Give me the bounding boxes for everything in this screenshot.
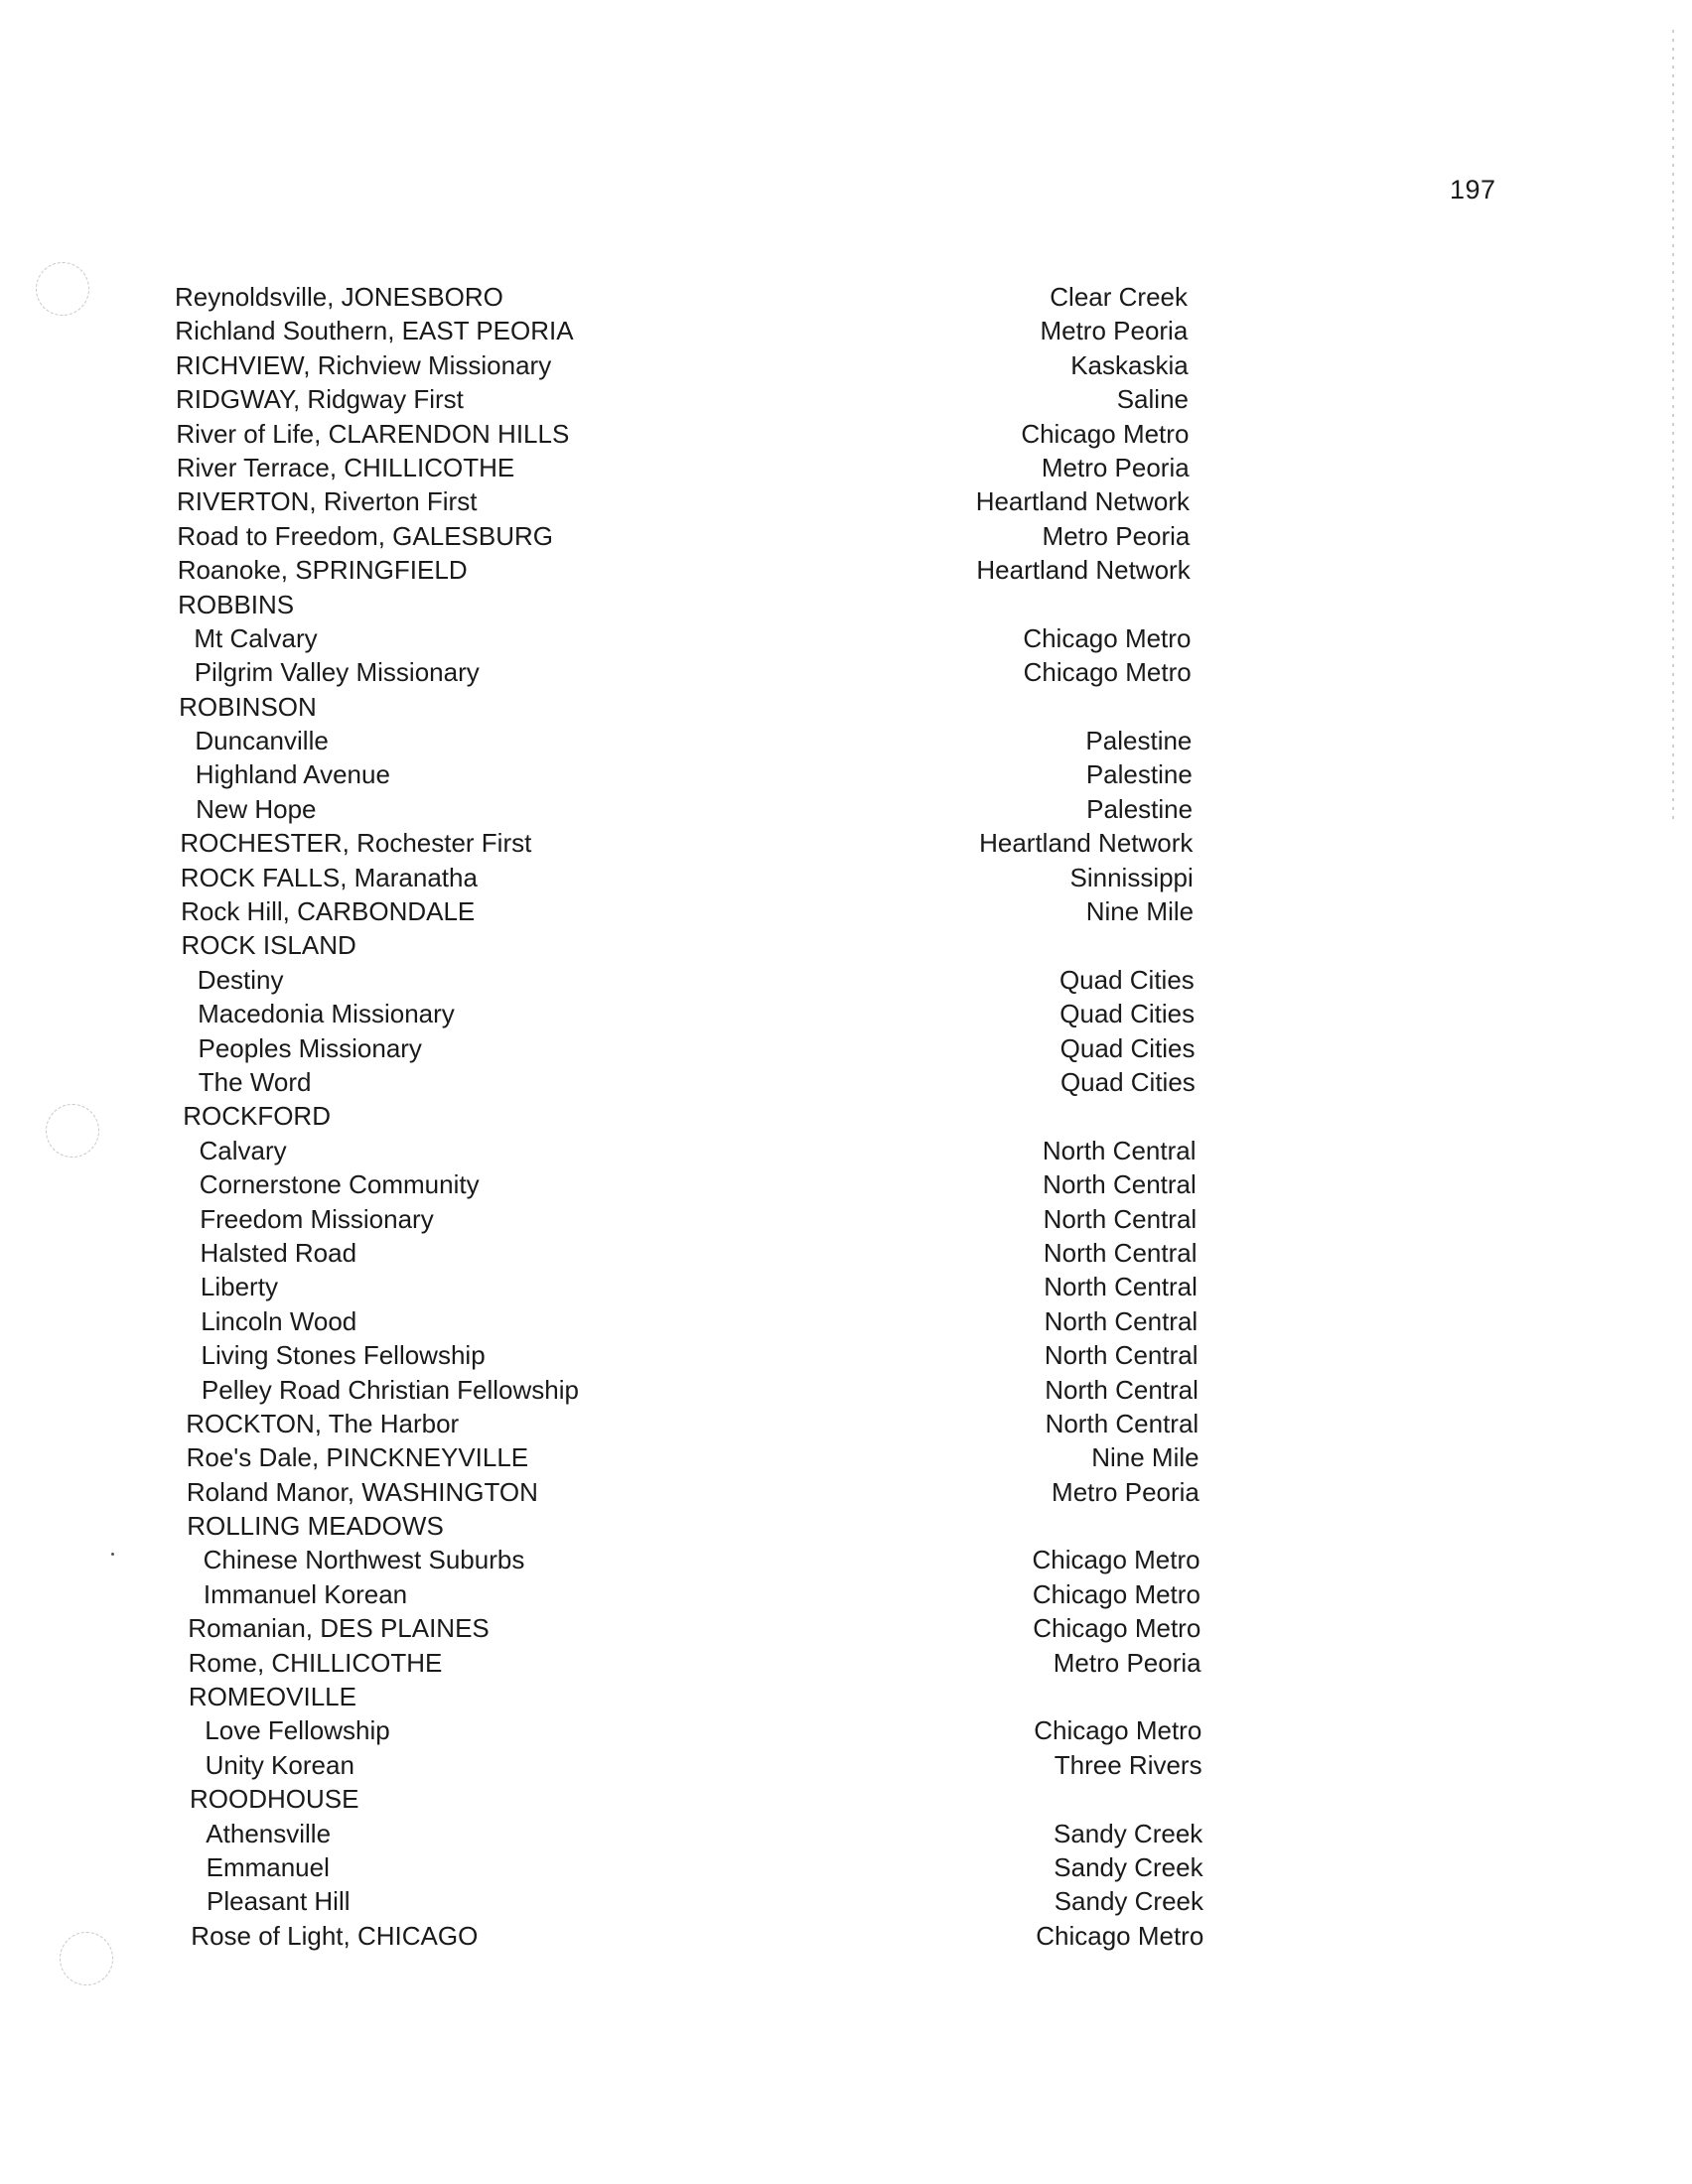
association-name: Chicago Metro bbox=[1036, 1920, 1204, 1951]
city-entry bbox=[182, 928, 1195, 962]
hole-punch-mark bbox=[60, 1932, 113, 1985]
church-name: Rock Hill, CARBONDALE bbox=[181, 896, 476, 927]
church-name: Reynoldsville, JONESBORO bbox=[175, 282, 503, 312]
church-entry bbox=[182, 997, 1195, 1030]
association-name: Sandy Creek bbox=[1054, 1851, 1203, 1882]
church-entry bbox=[185, 1304, 1198, 1338]
church-entry bbox=[182, 963, 1195, 997]
scan-speck bbox=[111, 1553, 114, 1556]
church-name: Macedonia Missionary bbox=[198, 999, 455, 1029]
church-name: ROLLING MEADOWS bbox=[187, 1511, 444, 1542]
association-name: Saline bbox=[1116, 384, 1189, 415]
church-name: ROCK ISLAND bbox=[181, 930, 356, 961]
church-name: Mt Calvary bbox=[194, 622, 318, 653]
city-entry bbox=[187, 1440, 1199, 1474]
church-name: Duncanville bbox=[195, 726, 329, 756]
church-entry bbox=[184, 1134, 1197, 1167]
association-name: North Central bbox=[1044, 1340, 1198, 1371]
association-name: Nine Mile bbox=[1085, 896, 1195, 927]
association-name: North Central bbox=[1045, 1408, 1199, 1438]
association-name: Quad Cities bbox=[1058, 964, 1195, 995]
church-name: RIDGWAY, Ridgway First bbox=[176, 384, 464, 415]
association-name: Metro Peoria bbox=[1041, 452, 1190, 482]
association-name: Chicago Metro bbox=[1023, 657, 1192, 688]
association-name: North Central bbox=[1045, 1374, 1198, 1405]
city-entry bbox=[175, 314, 1188, 347]
association-name: Heartland Network bbox=[975, 486, 1190, 517]
church-name: RIVERTON, Riverton First bbox=[177, 486, 478, 517]
city-entry bbox=[189, 1646, 1201, 1680]
church-name: RICHVIEW, Richview Missionary bbox=[175, 349, 552, 380]
church-entry bbox=[180, 757, 1193, 791]
church-name: Emmanuel bbox=[206, 1851, 330, 1882]
church-name: Roanoke, SPRINGFIELD bbox=[177, 555, 468, 586]
association-name: North Central bbox=[1043, 1169, 1197, 1200]
church-name: Roland Manor, WASHINGTON bbox=[186, 1476, 538, 1507]
church-name: ROBINSON bbox=[179, 691, 317, 722]
hole-punch-mark bbox=[46, 1104, 99, 1158]
church-name: Highland Avenue bbox=[195, 759, 390, 790]
city-entry bbox=[181, 861, 1194, 894]
church-entry bbox=[179, 724, 1192, 757]
city-entry bbox=[187, 1475, 1199, 1509]
church-name: Richland Southern, EAST PEORIA bbox=[175, 316, 574, 346]
association-name: Chicago Metro bbox=[1023, 622, 1192, 653]
association-name: North Central bbox=[1042, 1135, 1197, 1165]
church-name: ROODHOUSE bbox=[190, 1784, 359, 1815]
church-name: Peoples Missionary bbox=[198, 1032, 422, 1063]
association-name: North Central bbox=[1043, 1203, 1198, 1234]
city-entry bbox=[181, 894, 1194, 928]
church-entry bbox=[180, 792, 1193, 826]
church-name: Romanian, DES PLAINES bbox=[188, 1613, 490, 1644]
city-entry bbox=[191, 1919, 1203, 1953]
church-entry bbox=[185, 1236, 1198, 1270]
church-name: Rome, CHILLICOTHE bbox=[188, 1647, 443, 1678]
church-entry bbox=[185, 1270, 1198, 1303]
church-name: Liberty bbox=[200, 1272, 278, 1302]
church-name: River Terrace, CHILLICOTHE bbox=[176, 452, 515, 482]
church-entry bbox=[184, 1167, 1197, 1201]
church-entry bbox=[183, 1065, 1196, 1099]
association-name: Chicago Metro bbox=[1032, 1578, 1200, 1609]
association-name: Quad Cities bbox=[1059, 1066, 1196, 1097]
association-name: Clear Creek bbox=[1050, 282, 1188, 312]
association-name: Metro Peoria bbox=[1052, 1476, 1199, 1507]
church-name: ROBBINS bbox=[178, 589, 295, 619]
association-name: North Central bbox=[1044, 1272, 1198, 1302]
church-name: Calvary bbox=[199, 1135, 287, 1165]
association-name: Nine Mile bbox=[1091, 1442, 1199, 1473]
association-name: Palestine bbox=[1086, 793, 1194, 824]
city-entry bbox=[178, 553, 1191, 587]
church-entry bbox=[191, 1850, 1203, 1884]
association-name: North Central bbox=[1044, 1305, 1198, 1336]
association-name: Chicago Metro bbox=[1021, 418, 1190, 449]
church-name: Road to Freedom, GALESBURG bbox=[177, 520, 554, 551]
page-number: 197 bbox=[1450, 175, 1496, 205]
church-name: The Word bbox=[198, 1066, 312, 1097]
city-entry bbox=[177, 451, 1190, 484]
city-entry bbox=[176, 348, 1189, 382]
church-name: Freedom Missionary bbox=[200, 1203, 434, 1234]
city-entry bbox=[187, 1509, 1199, 1543]
city-entry bbox=[177, 484, 1190, 518]
association-name: Chicago Metro bbox=[1033, 1613, 1201, 1644]
city-entry bbox=[189, 1680, 1201, 1713]
church-entry bbox=[189, 1713, 1201, 1747]
church-name: Roe's Dale, PINCKNEYVILLE bbox=[186, 1442, 529, 1473]
city-entry bbox=[175, 280, 1188, 314]
church-entry bbox=[188, 1543, 1200, 1576]
association-name: Chicago Metro bbox=[1032, 1545, 1200, 1575]
church-entry bbox=[190, 1817, 1202, 1850]
city-entry bbox=[183, 1099, 1196, 1133]
church-name: Destiny bbox=[197, 964, 284, 995]
city-entry bbox=[179, 690, 1192, 724]
city-entry bbox=[178, 588, 1191, 621]
church-entry bbox=[178, 621, 1191, 655]
association-name: Sinnissippi bbox=[1069, 862, 1194, 892]
church-name: Living Stones Fellowship bbox=[201, 1340, 486, 1371]
association-name: Palestine bbox=[1085, 726, 1193, 756]
church-name: ROCKFORD bbox=[183, 1101, 331, 1132]
church-entry bbox=[190, 1748, 1202, 1782]
church-name: Pilgrim Valley Missionary bbox=[194, 657, 480, 688]
city-entry bbox=[180, 826, 1193, 860]
church-entry bbox=[186, 1373, 1198, 1407]
church-name: Halsted Road bbox=[200, 1237, 357, 1268]
scan-edge-artifact bbox=[1672, 30, 1674, 824]
city-entry bbox=[176, 417, 1189, 451]
city-entry bbox=[177, 519, 1190, 553]
association-name: Sandy Creek bbox=[1054, 1886, 1203, 1917]
church-list bbox=[175, 280, 1204, 1953]
church-name: Chinese Northwest Suburbs bbox=[203, 1545, 525, 1575]
association-name: Metro Peoria bbox=[1040, 316, 1189, 346]
church-name: Cornerstone Community bbox=[199, 1169, 480, 1200]
church-name: ROCHESTER, Rochester First bbox=[180, 828, 532, 859]
church-name: ROCKTON, The Harbor bbox=[186, 1408, 460, 1438]
association-name: Chicago Metro bbox=[1034, 1715, 1202, 1746]
association-name: Sandy Creek bbox=[1053, 1818, 1203, 1848]
church-name: Unity Korean bbox=[205, 1749, 354, 1780]
hole-punch-mark bbox=[36, 262, 89, 316]
association-name: Quad Cities bbox=[1059, 999, 1196, 1029]
city-entry bbox=[188, 1611, 1200, 1645]
association-name: Heartland Network bbox=[976, 555, 1191, 586]
association-name: Heartland Network bbox=[979, 828, 1194, 859]
church-name: Pelley Road Christian Fellowship bbox=[201, 1374, 579, 1405]
association-name: Quad Cities bbox=[1059, 1032, 1196, 1063]
church-entry bbox=[183, 1031, 1196, 1065]
city-entry bbox=[186, 1407, 1198, 1440]
church-entry bbox=[184, 1202, 1197, 1236]
association-name: Metro Peoria bbox=[1042, 520, 1191, 551]
association-name: Kaskaskia bbox=[1070, 349, 1189, 380]
church-entry bbox=[191, 1884, 1203, 1918]
church-entry bbox=[179, 655, 1192, 689]
association-name: North Central bbox=[1043, 1237, 1198, 1268]
church-name: Lincoln Wood bbox=[201, 1305, 357, 1336]
church-name: ROCK FALLS, Maranatha bbox=[180, 862, 478, 892]
city-entry bbox=[190, 1782, 1202, 1816]
church-entry bbox=[188, 1577, 1200, 1611]
association-name: Palestine bbox=[1085, 759, 1193, 790]
church-name: Immanuel Korean bbox=[203, 1578, 408, 1609]
church-name: Rose of Light, CHICAGO bbox=[191, 1920, 479, 1951]
church-entry bbox=[186, 1338, 1198, 1372]
church-name: New Hope bbox=[196, 793, 317, 824]
church-name: River of Life, CLARENDON HILLS bbox=[176, 418, 570, 449]
church-name: ROMEOVILLE bbox=[188, 1682, 356, 1712]
church-name: Athensville bbox=[206, 1818, 332, 1848]
association-name: Metro Peoria bbox=[1053, 1647, 1201, 1678]
church-name: Love Fellowship bbox=[205, 1715, 390, 1746]
church-name: Pleasant Hill bbox=[207, 1886, 351, 1917]
association-name: Three Rivers bbox=[1054, 1749, 1202, 1780]
city-entry bbox=[176, 382, 1189, 416]
